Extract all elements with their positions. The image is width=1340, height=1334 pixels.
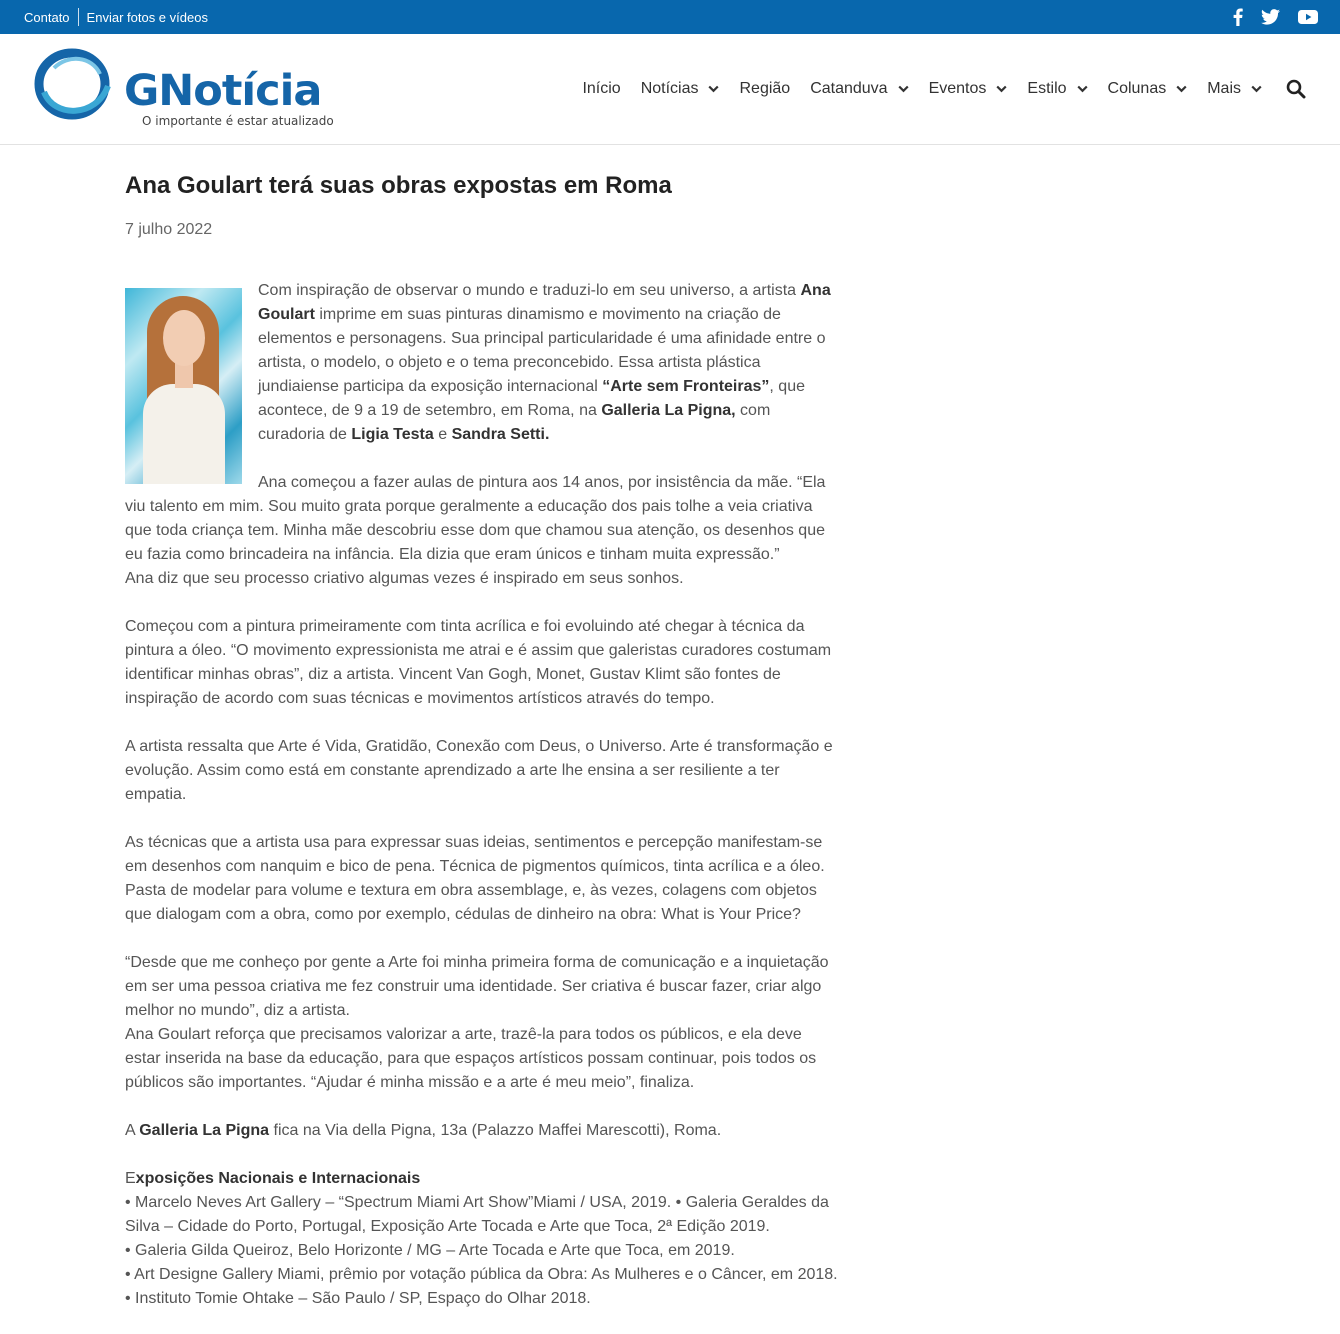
chevron-down-icon [1251,80,1262,98]
youtube-icon[interactable] [1298,10,1318,24]
nav-item-noticias[interactable]: Notícias [641,80,720,98]
divider [78,8,79,26]
nav-item-mais[interactable]: Mais [1207,80,1262,98]
chevron-down-icon [996,80,1007,98]
list-item: • Art Designe Gallery Miami, prêmio por votação pública da Obra: As Mulheres e o Câncer, em 2018. [125,1266,838,1283]
main-nav [562,34,1262,144]
artist-photo [125,288,242,484]
social-links [1233,0,1318,34]
site-logo[interactable] [34,48,354,134]
paragraph: As técnicas que a artista usa para expressar suas ideias, sentimentos e percepção manifestam-se em desenhos com nanquim e bico de pena. Técnica de pigmentos químicos, tinta acrílica e a óleo. Pasta de modelar para volume e textura em obra assemblage, e, às vezes, colagens com objetos que dialogam com a obra, como por exemplo, cédulas de dinheiro na obra: What is Your Price? [125,834,825,923]
nav-item-eventos[interactable]: Eventos [929,80,1008,98]
nav-item-catanduva[interactable]: Catanduva [810,80,908,98]
nav-item-regiao[interactable]: Região [739,80,791,97]
paragraph: “Desde que me conheço por gente a Arte foi minha primeira forma de comunicação e a inquietação em ser uma pessoa criativa me fez construir uma identidade. Ser criativa é buscar fazer, criar algo melhor no mundo”, diz a artista. [125,954,829,1019]
nav-item-inicio[interactable]: Início [582,80,621,97]
search-icon[interactable] [1286,79,1306,99]
expo-list [125,1167,841,1311]
article-date: 7 julho 2022 [125,221,213,238]
paragraph: Ana Goulart reforça que precisamos valorizar a arte, trazê-la para todos os públicos, e ela deve estar inserida na base da educação, para que espaços artísticos possam continuar, pois todos os públicos são importantes. “Ajudar é minha missão e a arte é meu meio”, finaliza. [125,1026,817,1091]
nav-item-colunas[interactable]: Colunas [1108,80,1188,98]
article-title: Ana Goulart terá suas obras expostas em Roma [125,172,672,199]
paragraph: Com inspiração de observar o mundo e traduzi-lo em seu universo, a artista Ana Goulart imprime em suas pinturas dinamismo e movimento na criação de elementos e personagens. Sua principal particularidade é uma afinidade entre o artista, o modelo, o objeto e o tema preconcebido. Essa artista plástica jundiaiense participa da exposição internacional “Arte sem Fronteiras”, que acontece, de 9 a 19 de setembro, em Roma, na Galleria La Pigna, com curadoria de Ligia Testa e Sandra Setti. [258,282,831,443]
site-header [0,34,1340,145]
logo-tagline: O importante é estar atualizado [142,114,334,128]
expo-heading: Exposições Nacionais e Internacionais [125,1170,421,1187]
logo-name: GNotícia [124,66,322,116]
chevron-down-icon [1077,80,1088,98]
list-item: • Instituto Tomie Ohtake – São Paulo / SP, Espaço do Olhar 2018. [125,1290,591,1307]
chevron-down-icon [1176,80,1187,98]
paragraph: Ana começou a fazer aulas de pintura aos 14 anos, por insistência da mãe. “Ela viu talento em mim. Sou muito grata porque geralmente a educação dos pais tolhe a veia criativa que toda criança tem. Minha mãe descobriu esse dom que chamou sua atenção, os desenhos que eu fazia como brincadeira na infância. Ela dizia que eram únicos e tinham muita expressão.” [125,474,826,563]
paragraph: A Galleria La Pigna fica na Via della Pigna, 13a (Palazzo Maffei Marescotti), Roma. [125,1122,722,1139]
twitter-icon[interactable] [1261,9,1280,25]
top-links [24,0,208,34]
facebook-icon[interactable] [1233,8,1243,26]
article-body [125,279,841,1311]
top-bar [0,0,1340,34]
send-media-link[interactable]: Enviar fotos e vídeos [86,9,208,25]
chevron-down-icon [898,80,909,98]
list-item: • Marcelo Neves Art Gallery – “Spectrum Miami Art Show”Miami / USA, 2019. • Galeria Geraldes da Silva – Cidade do Porto, Portugal, Exposição Arte Tocada e Arte que Toca, 2ª Edição 2019. [125,1194,829,1235]
paragraph: Ana diz que seu processo criativo algumas vezes é inspirado em seus sonhos. [125,570,684,587]
paragraph: Começou com a pintura primeiramente com tinta acrílica e foi evoluindo até chegar à técnica da pintura a óleo. “O movimento expressionista me atrai e é assim que galeristas curadores costumam identificar minhas obras”, diz a artista. Vincent Van Gogh, Monet, Gustav Klimt são fontes de inspiração de acordo com suas técnicas e movimentos artísticos através do tempo. [125,618,832,707]
nav-item-estilo[interactable]: Estilo [1027,80,1087,98]
list-item: • Galeria Gilda Queiroz, Belo Horizonte / MG – Arte Tocada e Arte que Toca, em 2019. [125,1242,735,1259]
logo-mark-icon [34,48,114,120]
paragraph: A artista ressalta que Arte é Vida, Gratidão, Conexão com Deus, o Universo. Arte é transformação e evolução. Assim como está em constante aprendizado a arte lhe ensina a ser resiliente a ter empatia. [125,738,833,803]
contact-link[interactable]: Contato [24,9,70,25]
chevron-down-icon [708,80,719,98]
